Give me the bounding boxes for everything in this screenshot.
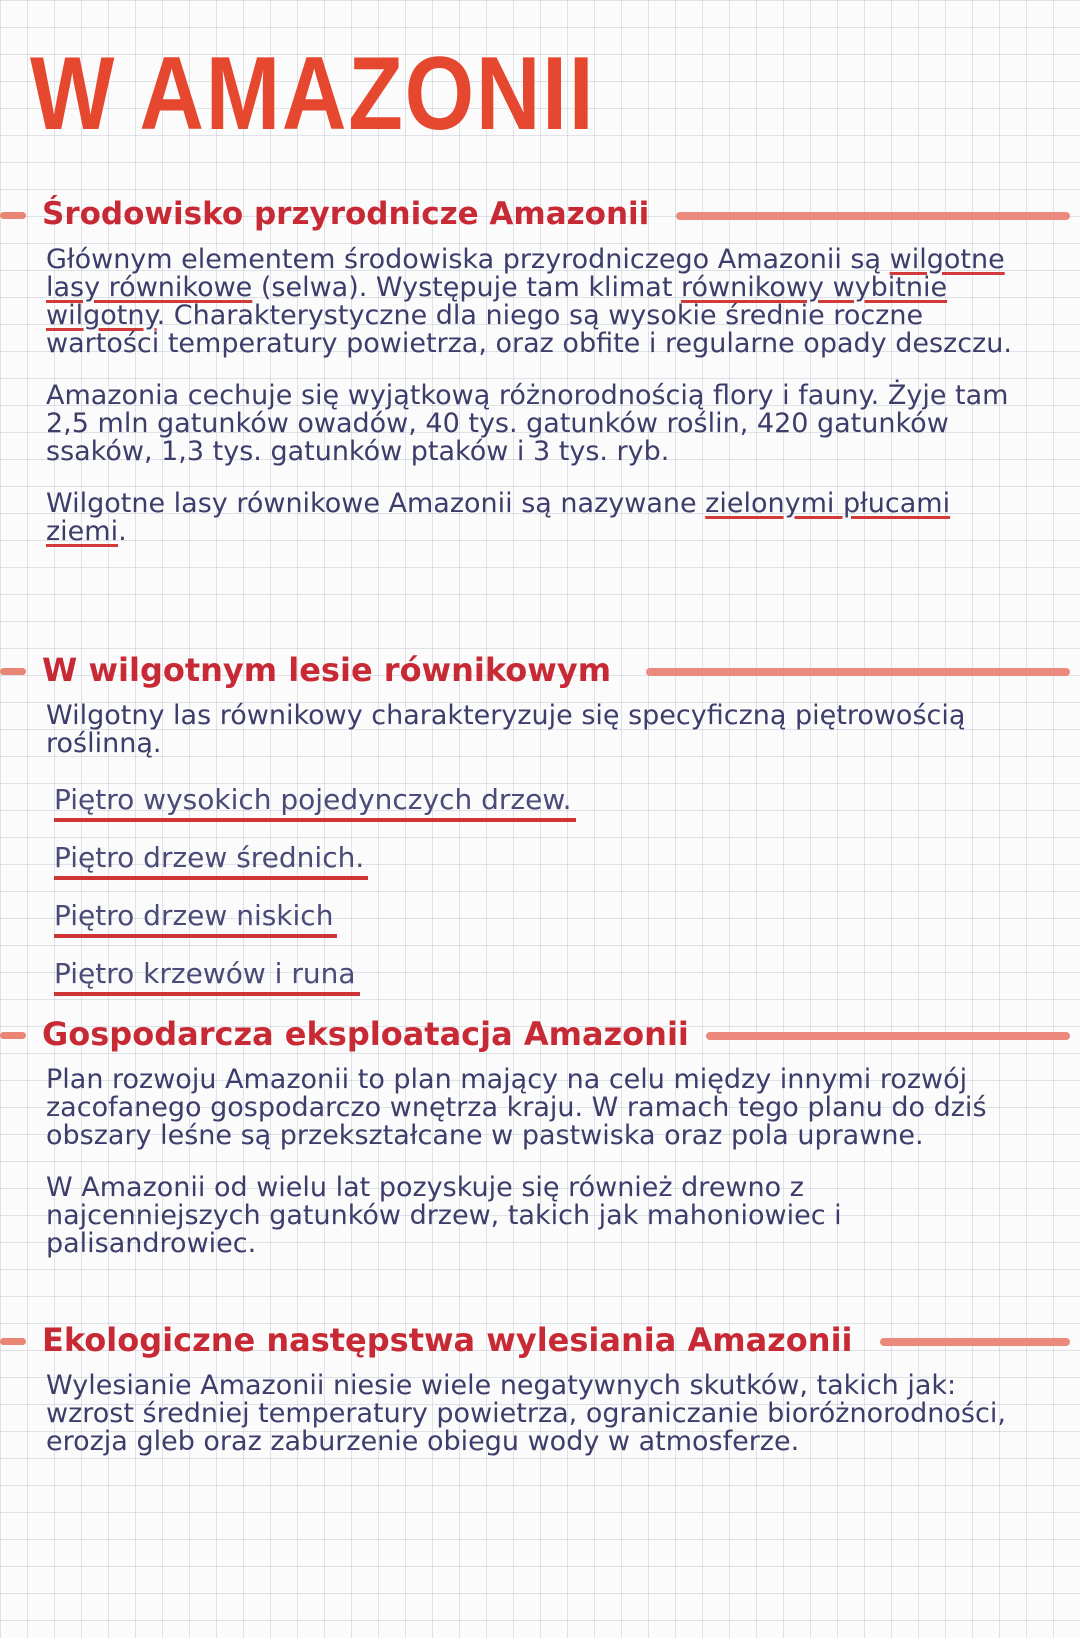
section-title: Gospodarcza eksploatacja Amazonii — [42, 1015, 689, 1053]
heading-dash-marker — [0, 212, 26, 219]
paragraph — [46, 1066, 1026, 1150]
forest-layers-list — [54, 782, 1080, 1014]
heading-rule-line — [880, 1338, 1070, 1346]
paragraph — [46, 382, 1026, 466]
section-rainforest — [0, 648, 1080, 1014]
forest-layer-item: Piętro drzew średnich. — [54, 840, 368, 880]
heading-dash-marker — [0, 1032, 26, 1039]
forest-layer-item: Piętro drzew niskich — [54, 898, 337, 938]
section-heading — [0, 1012, 1080, 1056]
text-run: Wilgotne lasy równikowe Amazonii są nazywane — [46, 488, 706, 519]
section-heading — [0, 192, 1080, 236]
paragraph — [46, 702, 1026, 758]
text-run: Głównym elementem środowiska przyrodniczego Amazonii są — [46, 244, 890, 275]
text-run: . Charakterystyczne dla niego są wysokie średnie roczne wartości temperatury powietrza, oraz obfite i regularne opady deszczu. — [46, 300, 1012, 359]
text-run: W Amazonii od wielu lat pozyskuje się również drewno z najcenniejszych gatunków drzew, takich jak mahoniowiec i palisandrowiec. — [46, 1172, 842, 1259]
section-ecology — [0, 1318, 1080, 1456]
underlined-term: wilgotne lasy równikowe — [46, 244, 1005, 303]
heading-rule-line — [646, 668, 1070, 676]
text-run: Plan rozwoju Amazonii to plan mający na celu między innymi rozwój zacofanego gospodarczo wnętrza kraju. W ramach tego planu do dziś obszary leśne są przekształcane w pastwiska oraz pola uprawne. — [46, 1064, 987, 1151]
paragraph — [46, 1372, 1026, 1456]
underlined-term: zielonymi płucami ziemi — [46, 488, 951, 547]
text-run: Wilgotny las równikowy charakteryzuje się specyficzną piętrowością roślinną. — [46, 700, 966, 759]
forest-layer-item: Piętro krzewów i runa — [54, 956, 360, 996]
section-title: W wilgotnym lesie równikowym — [42, 651, 612, 689]
paragraph — [46, 246, 1026, 358]
section-environment — [0, 192, 1080, 546]
text-run: Wylesianie Amazonii niesie wiele negatywnych skutków, takich jak: wzrost średniej temperatury powietrza, ograniczanie bioróżnorodności, erozja gleb oraz zaburzenie obiegu wody w atmosferze. — [46, 1370, 1006, 1457]
underlined-term: równikowy wybitnie wilgotny — [46, 272, 948, 331]
paragraph — [46, 490, 1026, 546]
text-run: Amazonia cechuje się wyjątkową różnorodnością flory i fauny. Żyje tam 2,5 mln gatunków owadów, 40 tys. gatunków roślin, 420 gatunków ssaków, 1,3 tys. gatunków ptaków i 3 tys. ryb. — [46, 380, 1009, 467]
section-heading — [0, 648, 1080, 692]
section-heading — [0, 1318, 1080, 1362]
forest-layer-item: Piętro wysokich pojedynczych drzew. — [54, 782, 576, 822]
heading-rule-line — [706, 1032, 1070, 1040]
text-run: . — [118, 516, 127, 547]
heading-dash-marker — [0, 1338, 26, 1345]
section-title: Środowisko przyrodnicze Amazonii — [42, 196, 650, 232]
section-economy — [0, 1012, 1080, 1258]
heading-dash-marker — [0, 668, 26, 675]
paragraph — [46, 1174, 1026, 1258]
heading-rule-line — [676, 212, 1070, 220]
page-title: W AMAZONII — [30, 36, 596, 152]
text-run: (selwa). Występuje tam klimat — [252, 272, 682, 303]
section-title: Ekologiczne następstwa wylesiania Amazonii — [42, 1321, 853, 1359]
